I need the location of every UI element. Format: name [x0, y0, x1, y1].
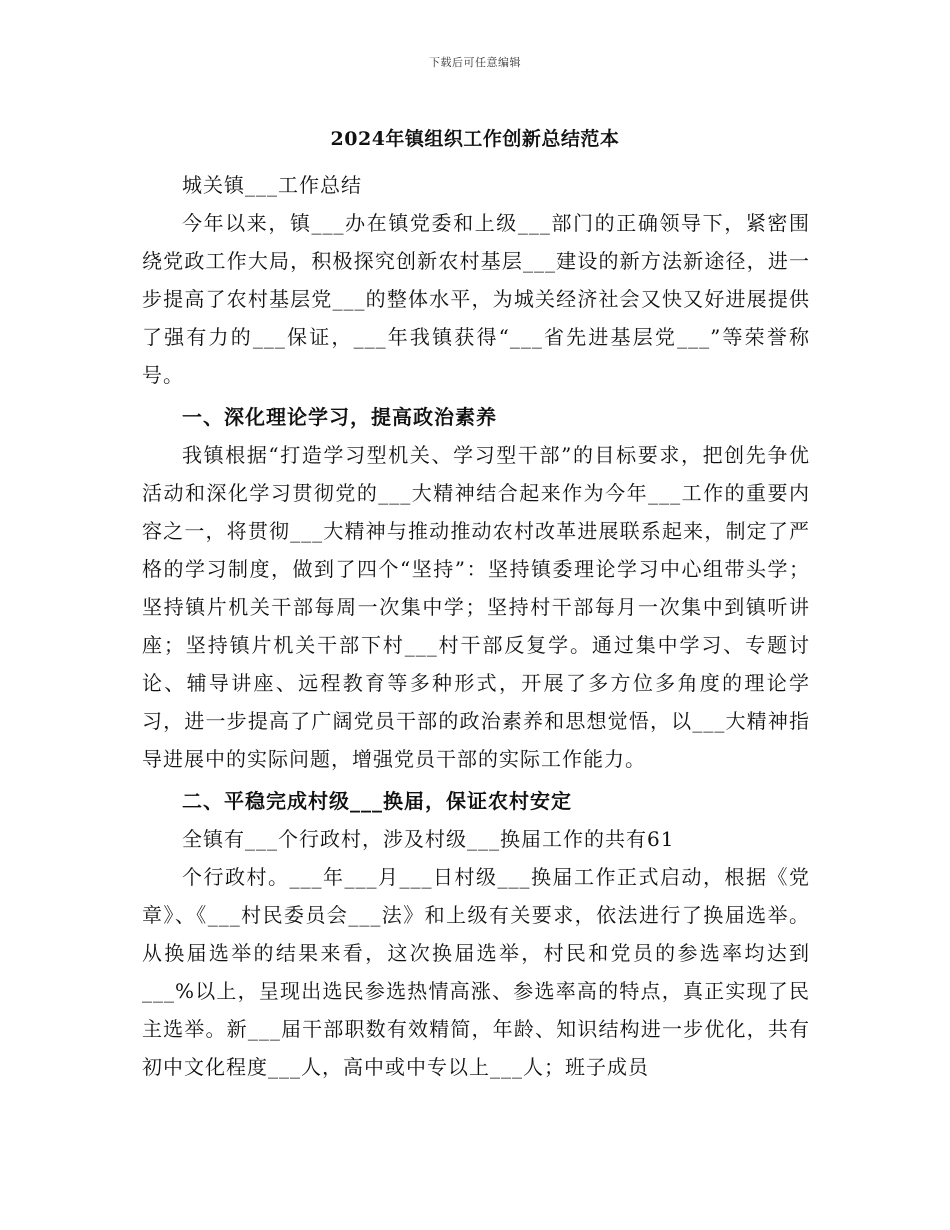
section-heading-2: 二、平稳完成村级___换届，保证农村安定: [182, 789, 572, 813]
paragraph-intro: 今年以来，镇___办在镇党委和上级___部门的正确领导下，紧密围绕党政工作大局，积极探究创新农村基层___建设的新方法新途径，进一步提高了农村基层党___的整体水平，为城关经济社会又快又好进展提供了强有力的___保证，___年我镇获得“___省先进基层党___”等荣誉称号。: [142, 211, 810, 387]
paragraph-section-1: 我镇根据“打造学习型机关、学习型干部”的目标要求，把创先争优活动和深化学习贯彻党的___大精神结合起来作为今年___工作的重要内容之一，将贯彻___大精神与推动推动农村改革进展联系起来，制定了严格的学习制度，做到了四个“坚持”：坚持镇委理论学习中心组带头学；坚持镇片机关干部每周一次集中学；坚持村干部每月一次集中到镇听讲座；坚持镇片机关干部下村___村干部反复学。通过集中学习、专题讨论、辅导讲座、远程教育等多种形式，开展了多方位多角度的理论学习，进一步提高了广阔党员干部的政治素养和思想觉悟，以___大精神指导进展中的实际问题，增强党员干部的实际工作能力。: [142, 443, 810, 771]
section-heading-1: 一、深化理论学习，提高政治素养: [182, 405, 497, 429]
document-body: [142, 166, 810, 1086]
header-note: 下载后可任意编辑: [429, 56, 521, 69]
paragraph-subtitle: 城关镇___工作总结: [182, 173, 362, 197]
document-title: 2024年镇组织工作创新总结范本: [330, 128, 620, 150]
paragraph-section-2b: 个行政村。___年___月___日村级___换届工作正式启动，根据《党章》、《___村民委员会___法》和上级有关要求，依法进行了换届选举。从换届选举的结果来看，这次换届选举，村民和党员的参选率均达到___%以上，呈现出选民参选热情高涨、参选率高的特点，真正实现了民主选举。新___届干部职数有效精简，年龄、知识结构进一步优化，共有初中文化程度___人，高中或中专以上___人；班子成员: [142, 865, 810, 1079]
paragraph-section-2a: 全镇有___个行政村，涉及村级___换届工作的共有61: [182, 827, 675, 851]
